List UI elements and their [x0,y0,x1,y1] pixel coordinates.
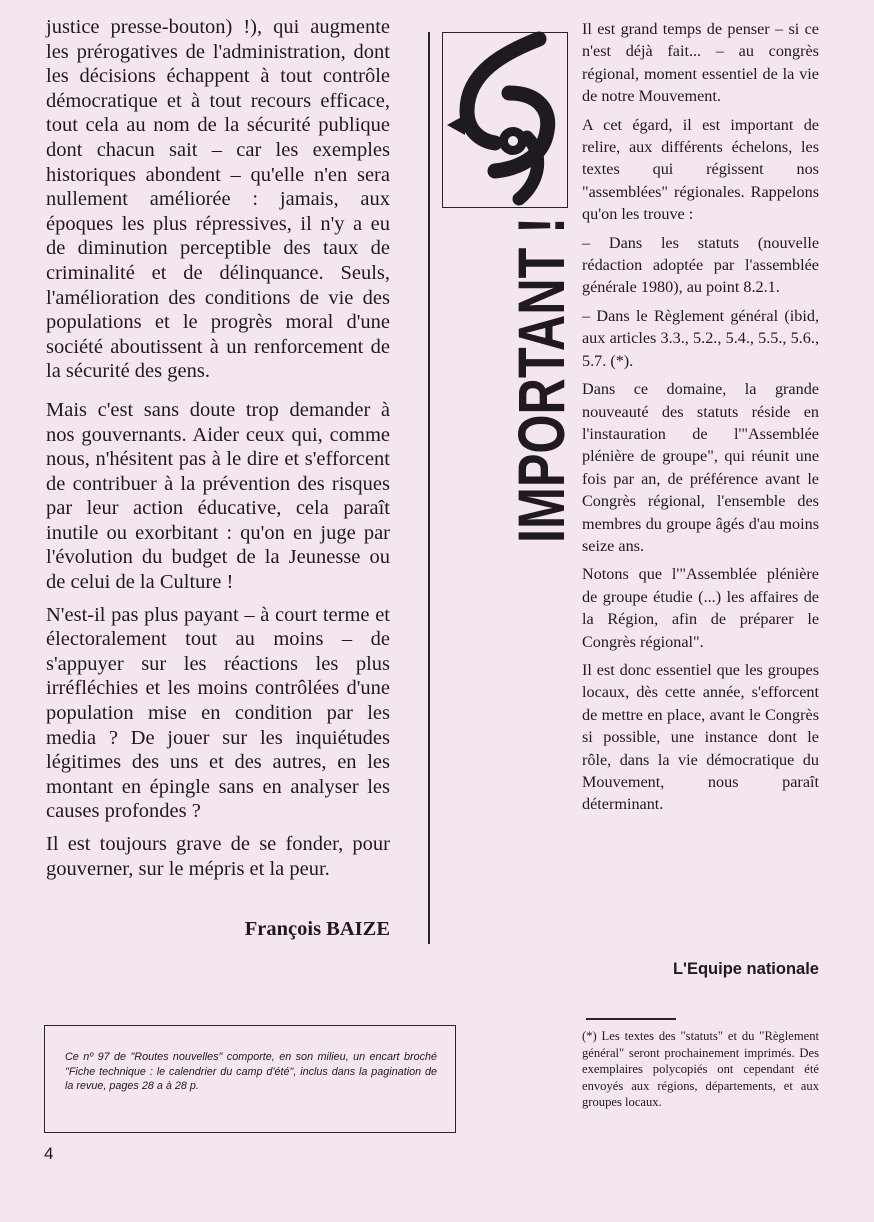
column-divider [428,32,430,944]
article-body [46,15,390,889]
article-paragraph: Il est toujours grave de se fonder, pour gouverner, sur le mépris et la peur. [46,833,390,880]
article-paragraph: N'est-il pas plus payant – à court terme et électoralement tout au moins – de s'appuyer sur les réactions les plus irréfléchies et les moins contrôlées d'une population mise en condition par les media ? De jouer sur les inquiétudes légitimes des uns et des autres, en les montant en épingle sans en analyser les causes profondes ? [46,603,390,823]
article-paragraph: justice presse-bouton) !), qui augmente les prérogatives de l'administration, dont les décisions échappent à tout contrôle démocratique et à tout recours efficace, tout cela au nom de la sécurité publique dont chacun sait – car les exemples historiques abondent – qu'elle n'en sera nullement améliorée : jamais, aux époques les plus répressives, il n'y a eu de diminution perceptible des taux de criminalité et de délinquance. Seuls, l'amélioration des conditions de vie des populations et le progrès moral d'une société aboutissent à un renforcement de la sécurité des gens. [46,16,390,383]
movement-logo [442,32,568,208]
important-heading [440,115,578,545]
sidebar-paragraph: Notons que l'"Assemblée plénière de groupe étudie (...) les affaires de la Région, afin de préparer le Congrès régional". [582,565,819,651]
logo-emblem-icon [443,33,567,207]
sidebar-paragraph: A cet égard, il est important de relire, aux différents échelons, les textes qui régissent nos "assemblées" régionales. Rappelons qu'on les trouve : [582,115,819,224]
article-paragraph: Mais c'est sans doute trop demander à nos gouvernants. Aider ceux qui, comme nous, n'hésitent pas à le dire et s'efforcent de contribuer à la prévention des risques par leur action éducative, cela paraît inutile ou exorbitant : qu'on en juge par l'évolution du budget de la Jeunesse ou de celui de la Culture ! [46,398,390,594]
sidebar-paragraph: Dans ce domaine, la grande nouveauté des statuts réside en l'instauration de l'"Assemblée plénière de groupe", qui réunit une fois par an, de préférence avant le Congrès régional, l'ensemble des membres du groupe âgés d'au moins seize ans. [582,380,819,555]
sidebar-paragraph: Il est donc essentiel que les groupes locaux, dès cette année, s'efforcent de mettre en place, avant le Congrès si possible, une instance dont le rôle, dans la vie démocratique du Mouvement, nous paraît déterminant. [582,660,819,814]
sidebar-paragraph: – Dans le Règlement général (ibid, aux articles 3.3., 5.2., 5.4., 5.5., 5.6., 5.7. (*). [582,306,819,370]
important-heading-text: IMPORTANT ! [504,115,578,543]
issue-notice-box [44,1025,456,1133]
sidebar-body [582,18,819,822]
sidebar-paragraph: Il est grand temps de penser – si ce n'est déjà fait... – au congrès régional, moment essentiel de la vie de notre Mouvement. [582,20,819,106]
sidebar-paragraph: – Dans les statuts (nouvelle rédaction adoptée par l'assemblée générale 1980), au point 8.2.1. [582,233,819,297]
sidebar-signature: L'Equipe nationale [672,960,819,978]
issue-notice-text: Ce nº 97 de "Routes nouvelles" comporte, en son milieu, un encart broché "Fiche technique : le calendrier du camp d'été", inclus dans la pagination de la revue, pages 28 a à 28 p. [65,1051,437,1093]
article-signature: François BAIZE [244,918,390,940]
page-number: 4 [44,1144,54,1163]
footnote: (*) Les textes des "statuts" et du "Règlement général" seront prochainement imprimés. Des exemplaires polycopiés ont cependant été envoyés aux régions, départements, et aux groupes locaux. [582,1029,819,1110]
footnote-divider [586,1018,676,1020]
